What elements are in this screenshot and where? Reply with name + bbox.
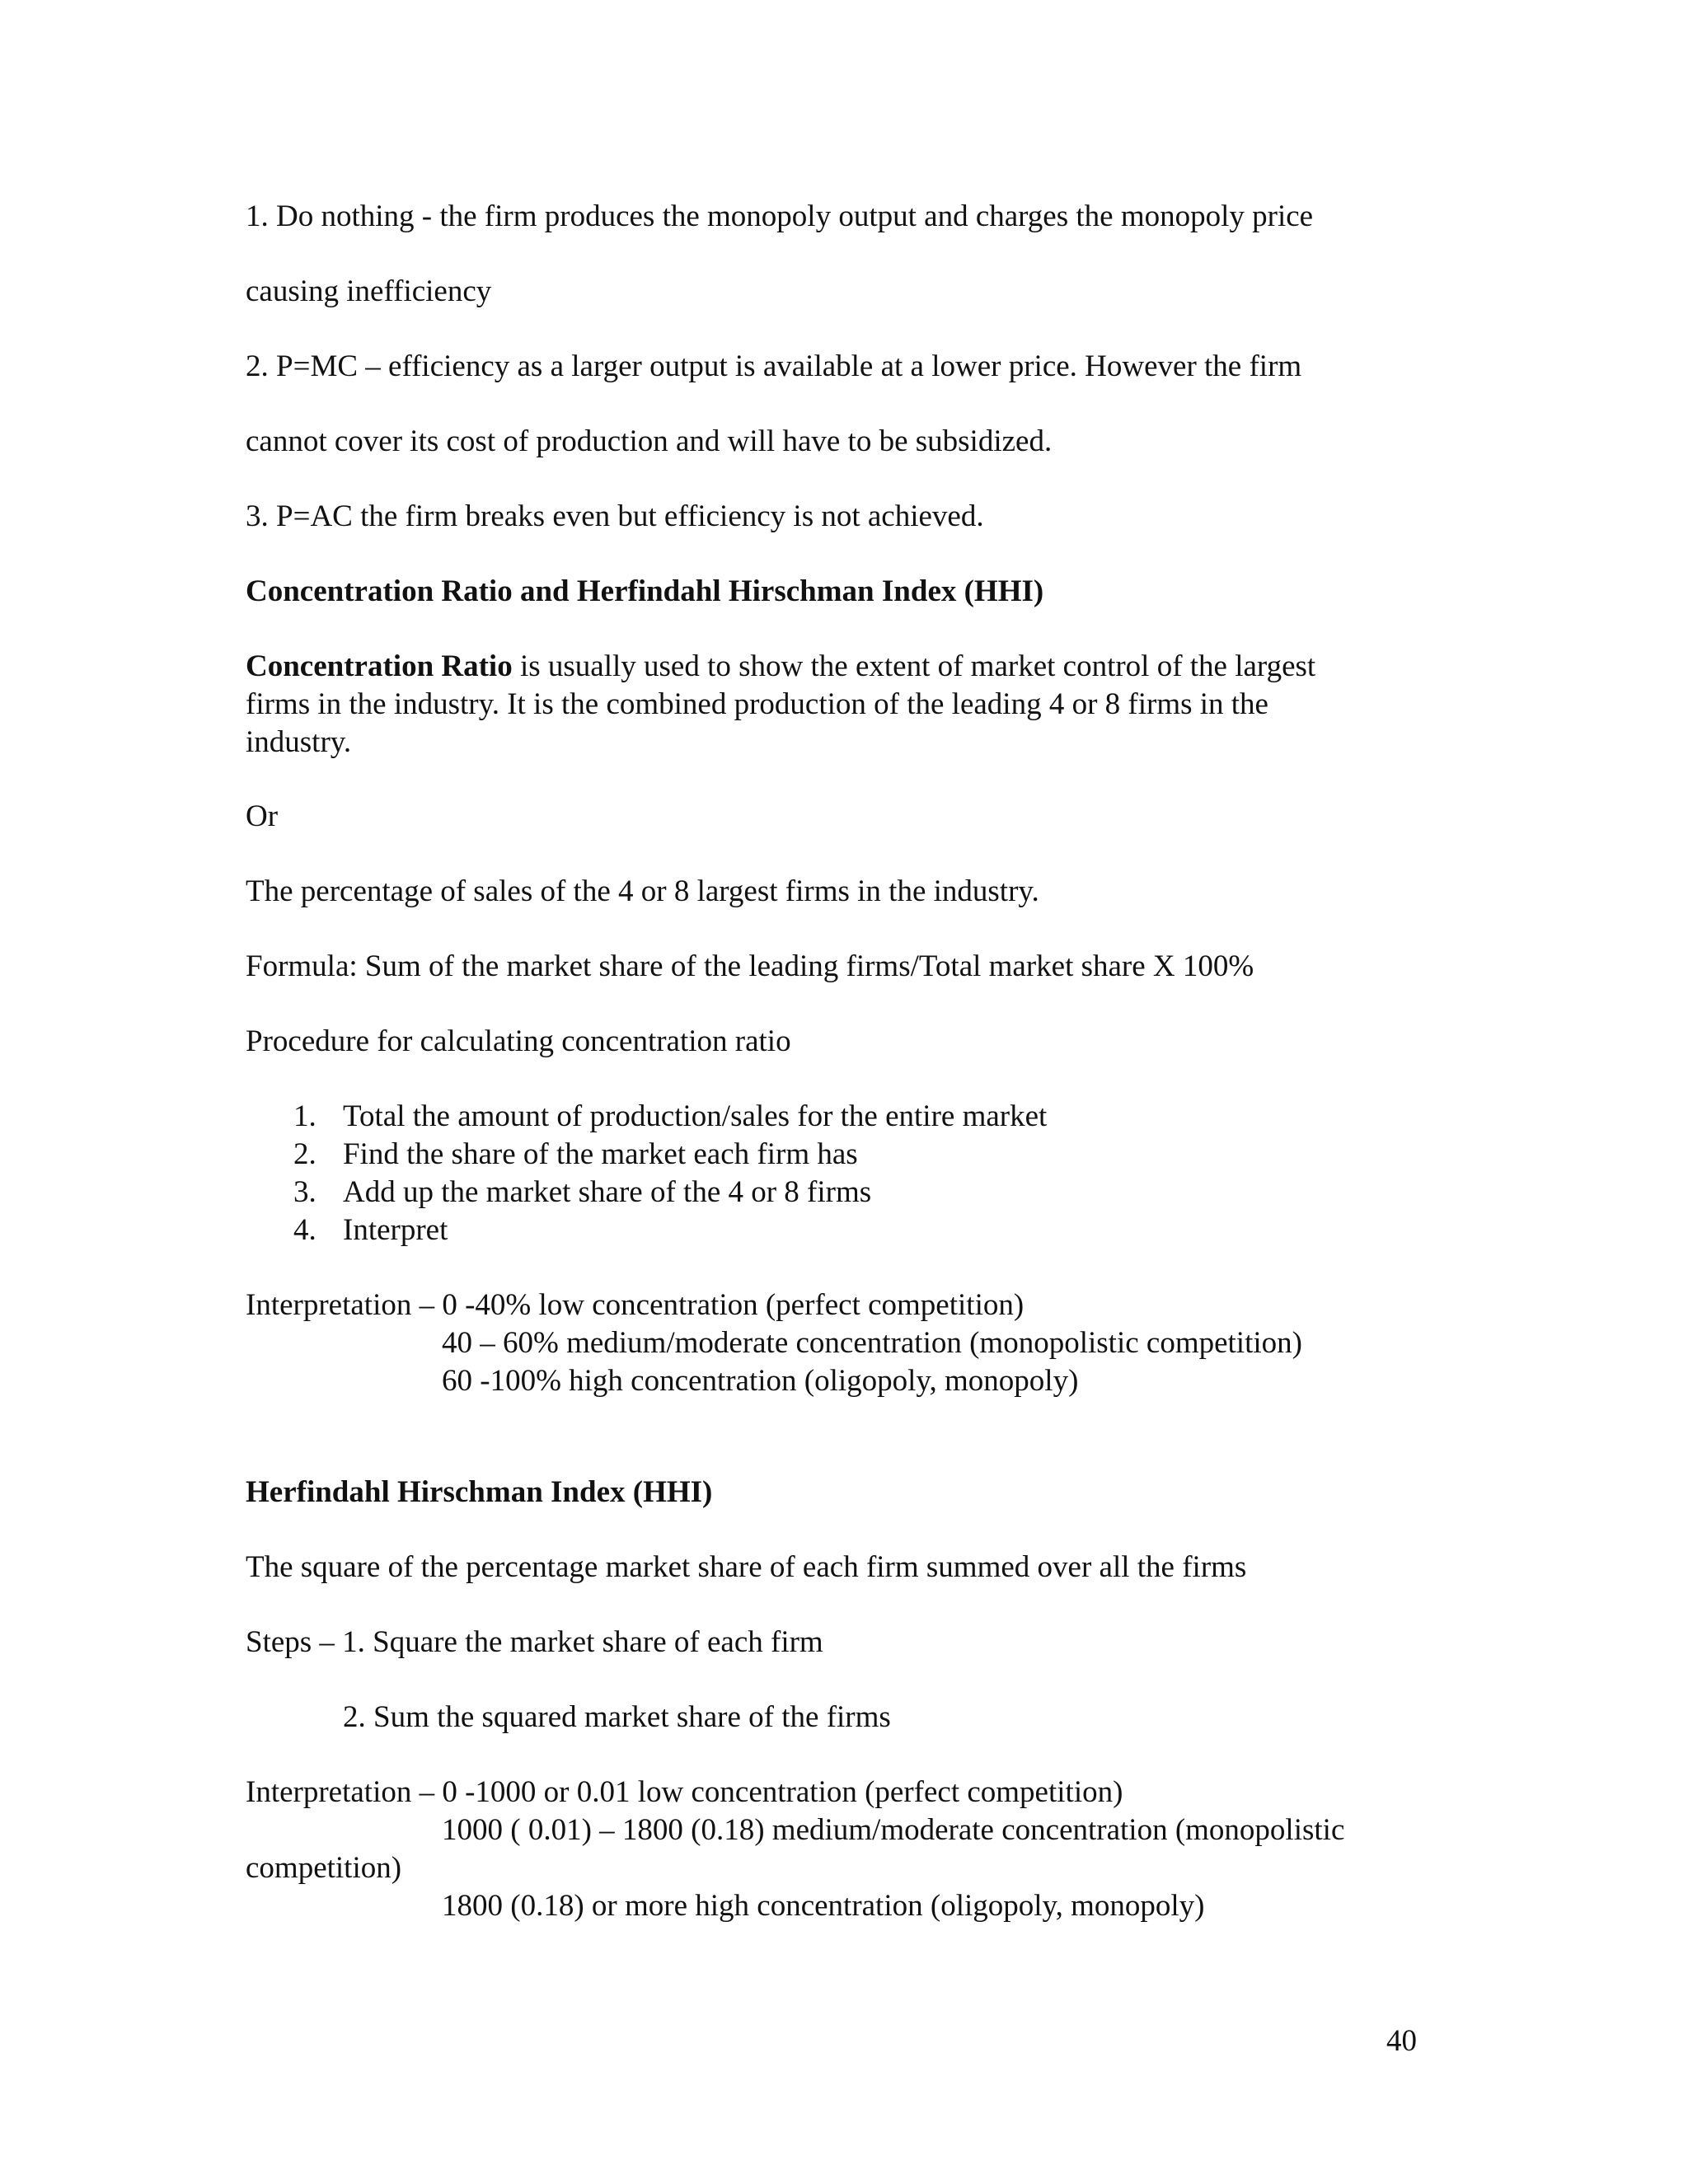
hhi-definition: The square of the percentage market share of each firm summed over all the firms [246,1550,1247,1584]
list-item-number: 4. [293,1213,316,1247]
procedure-title: Procedure for calculating concentration ratio [246,1024,791,1058]
list-item-text: Total the amount of production/sales for the entire market [343,1099,1048,1133]
hhi-step-2: 2. Sum the squared market share of the firms [343,1700,891,1734]
page-number: 40 [1386,2024,1417,2058]
list-item-number: 1. [293,1099,316,1133]
hhi-interpretation-line-1: Interpretation – 0 -1000 or 0.01 low concentration (perfect competition) [246,1775,1123,1809]
option-1-line-2: causing inefficiency [246,274,492,308]
list-item-text: Interpret [343,1213,448,1247]
hhi-interpretation-line-2: 1000 ( 0.01) – 1800 (0.18) medium/moderate concentration (monopolistic [442,1813,1345,1847]
cr-definition-line-2: firms in the industry. It is the combined production of the leading 4 or 8 firms in the [246,687,1268,721]
cr-definition-text: is usually used to show the extent of market control of the largest [512,649,1316,683]
cr-definition-line-1 [246,648,1315,686]
cr-interpretation-line-1: Interpretation – 0 -40% low concentration (perfect competition) [246,1288,1025,1322]
cr-alt-definition: The percentage of sales of the 4 or 8 largest firms in the industry. [246,874,1039,908]
option-2-line-1: 2. P=MC – efficiency as a larger output is available at a lower price. However the firm [246,349,1302,383]
cr-interpretation-line-2: 40 – 60% medium/moderate concentration (monopolistic competition) [442,1326,1302,1360]
option-3: 3. P=AC the firm breaks even but efficiency is not achieved. [246,499,984,533]
cr-formula: Formula: Sum of the market share of the leading firms/Total market share X 100% [246,949,1254,983]
section-heading-concentration: Concentration Ratio and Herfindahl Hirschman Index (HHI) [246,574,1044,608]
section-heading-hhi: Herfindahl Hirschman Index (HHI) [246,1475,713,1509]
cr-definition-term: Concentration Ratio [246,649,513,683]
cr-definition-line-3: industry. [246,725,352,759]
list-item [0,1212,1688,1249]
list-item [0,1136,1688,1174]
hhi-interpretation-line-3: competition) [246,1851,402,1885]
list-item-number: 3. [293,1175,316,1209]
hhi-interpretation-line-4: 1800 (0.18) or more high concentration (oligopoly, monopoly) [442,1889,1205,1923]
hhi-step-1: Steps – 1. Square the market share of each firm [246,1625,823,1659]
or-text: Or [246,799,279,833]
list-item [0,1098,1688,1136]
list-item-text: Add up the market share of the 4 or 8 firms [343,1175,872,1209]
cr-interpretation-line-3: 60 -100% high concentration (oligopoly, monopoly) [442,1364,1079,1398]
list-item-text: Find the share of the market each firm has [343,1137,858,1171]
option-1-line-1: 1. Do nothing - the firm produces the monopoly output and charges the monopoly price [246,199,1314,233]
list-item-number: 2. [293,1137,316,1171]
list-item [0,1174,1688,1212]
option-2-line-2: cannot cover its cost of production and will have to be subsidized. [246,424,1053,458]
